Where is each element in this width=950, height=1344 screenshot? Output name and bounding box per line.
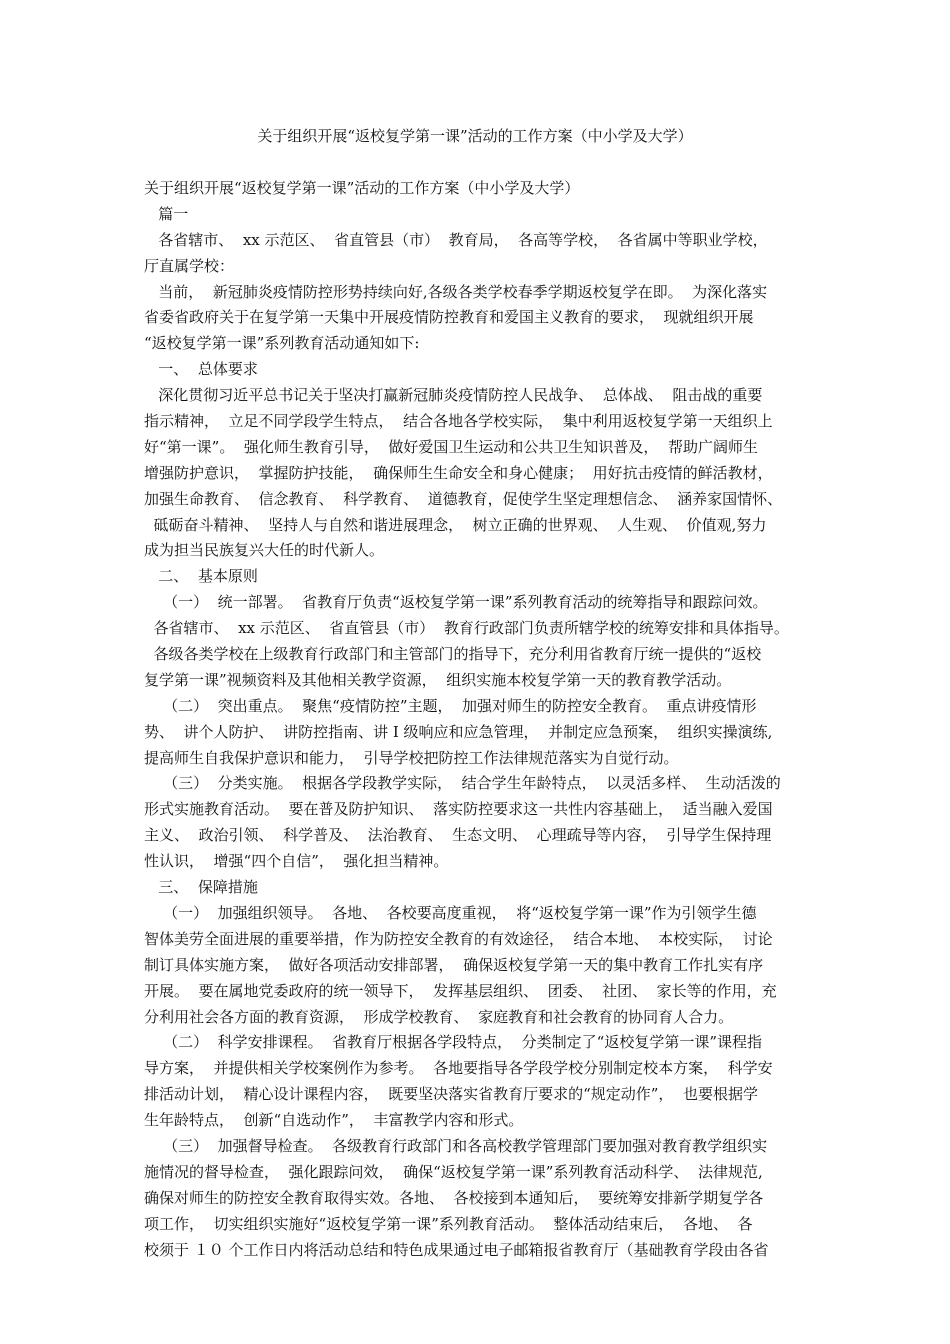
text-line: 智体美劳全面进展的重要举措，作为防控安全教育的有效途径， 结合本地、 本校实际， 讨论 — [144, 929, 773, 948]
text-line: 项工作， 切实组织实施好“返校复学第一课”系列教育活动。 整体活动结束后， 各地、 各 — [144, 1214, 753, 1233]
text-line: 关于组织开展“返校复学第一课”活动的工作方案（中小学及大学） — [144, 179, 580, 197]
text-line: 开展。 要在属地党委政府的统一领导下， 发挥基层组织、 团委、 社团、 家长等的作用，充 — [144, 981, 777, 1000]
text-line: 提高师生自我保护意识和能力， 引导学校把防控工作法律规范落实为自觉行动。 — [144, 748, 679, 767]
text-line: 导方案， 并提供相关学校案例作为参考。 各地要指导各学段学校分别制定校本方案， 科学安 — [144, 1059, 773, 1078]
text-line: 势、 讲个人防护、 讲防控指南、讲 I 级响应和应急管理， 并制定应急预案， 组织实操演练, — [144, 722, 773, 741]
text-line: 二、 基本原则 — [144, 567, 258, 586]
text-line: （二） 科学安排课程。 省教育厅根据各学段特点， 分类制定了“返校复学第一课”课程指 — [144, 1033, 763, 1052]
text-line: 加强生命教育、 信念教育、 科学教育、 道德教育，促使学生坚定理想信念、 涵养家国情怀、 — [144, 489, 783, 508]
text-line: 校须于 １０ 个工作日内将活动总结和特色成果通过电子邮箱报省教育厅（基础教育学段由各省 — [144, 1240, 769, 1259]
text-line: （三） 加强督导检查。 各级教育行政部门和各高校教学管理部门要加强对教育教学组织实 — [144, 1136, 768, 1155]
text-line: 深化贯彻习近平总书记关于坚决打赢新冠肺炎疫情防控人民战争、 总体战、 阻击战的重要 — [144, 386, 763, 405]
text-line: “返校复学第一课”系列教育活动通知如下: — [144, 334, 420, 353]
document-title: 关于组织开展“返校复学第一课”活动的工作方案（中小学及大学） — [257, 127, 693, 145]
text-line: 成为担当民族复兴大任的时代新人。 — [144, 541, 385, 560]
text-line: （一） 统一部署。 省教育厅负责“返校复学第一课”系列教育活动的统筹指导和跟踪问效。 — [144, 593, 768, 612]
text-line: 施情况的督导检查， 强化跟踪问效， 确保“返校复学第一课”系列教育活动科学、 法律规范, — [144, 1162, 763, 1181]
document-body — [144, 176, 816, 1263]
text-line: 砥砺奋斗精神、 坚持人与自然和谐进展理念， 树立正确的世界观、 人生观、 价值观,努力 — [144, 515, 767, 534]
text-line: （二） 突出重点。 聚焦“疫情防控”主题， 加强对师生的防控安全教育。 重点讲疫情形 — [144, 696, 757, 715]
text-line: 好“第一课”。 强化师生教育引导， 做好爱国卫生运动和公共卫生知识普及， 帮助广阔师生 — [144, 437, 758, 456]
text-line: （一） 加强组织领导。 各地、 各校要高度重视， 将“返校复学第一课”作为引领学生德 — [144, 903, 757, 922]
text-line: 分利用社会各方面的教育资源， 形成学校教育、 家庭教育和社会教育的协同育人合力。 — [144, 1007, 734, 1026]
text-line: 生年龄特点， 创新“自选动作”， 丰富教学内容和形式。 — [144, 1111, 524, 1130]
text-line: 确保对师生的防控安全教育取得实效。各地、 各校接到本通知后， 要统筹安排新学期复学各 — [144, 1188, 764, 1207]
text-line: 各级各类学校在上级教育行政部门和主管部门的指导下，充分利用省教育厅统一提供的“返校 — [144, 645, 762, 664]
text-line: 主义、 政治引领、 科学普及、 法治教育、 生态文明、 心理疏导等内容， 引导学生保持理 — [144, 826, 772, 845]
text-line: 排活动计划， 精心设计课程内容， 既要坚决落实省教育厅要求的“规定动作”， 也要根据学 — [144, 1085, 758, 1104]
text-line: 篇一 — [144, 204, 189, 223]
text-line: 增强防护意识， 掌握防护技能， 确保师生生命安全和身心健康； 用好抗击疫情的鲜活教材， — [144, 463, 773, 482]
text-line: （三） 分类实施。 根据各学段教学实际， 结合学生年龄特点， 以灵活多样、 生动活泼的 — [144, 774, 781, 793]
text-line: 性认识， 增强“四个自信”， 强化担当精神。 — [144, 852, 449, 871]
text-line: 当前， 新冠肺炎疫情防控形势持续向好,各级各类学校春季学期返校复学在即。 为深化落实 — [144, 282, 768, 301]
text-line: 三、 保障措施 — [144, 878, 258, 897]
text-line: 形式实施教育活动。 要在普及防护知识、 落实防控要求这一共性内容基础上， 适当融入爱国 — [144, 800, 773, 819]
text-line: 一、 总体要求 — [144, 360, 258, 379]
text-line: 省委省政府关于在复学第一天集中开展疫情防控教育和爱国主义教育的要求， 现就组织开展 — [144, 308, 754, 327]
text-line: 指示精神， 立足不同学段学生特点， 结合各地各学校实际， 集中利用返校复学第一天组织上 — [144, 412, 773, 431]
text-line: 制订具体实施方案， 做好各项活动安排部署， 确保返校复学第一天的集中教育工作扎实有序 — [144, 955, 764, 974]
text-line: 各省辖市、 xx 示范区、 省直管县（市） 教育行政部门负责所辖学校的统筹安排和具体指导。 — [144, 619, 789, 638]
text-line: 各省辖市、 xx 示范区、 省直管县（市） 教育局， 各高等学校， 各省属中等职业学校， — [144, 230, 768, 249]
text-line: 厅直属学校： — [144, 256, 235, 275]
text-line: 复学第一课”视频资料及其他相关教学资源， 组织实施本校复学第一天的教育教学活动。 — [144, 670, 732, 689]
